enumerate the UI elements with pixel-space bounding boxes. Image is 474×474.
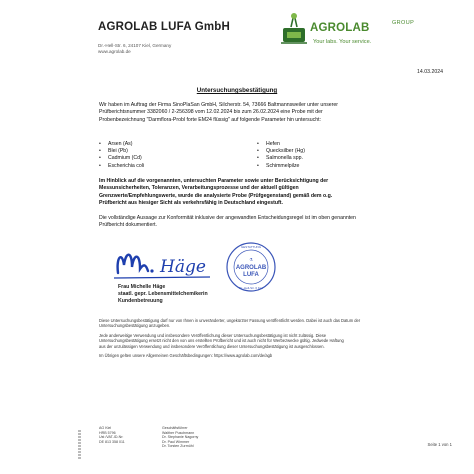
intro-paragraph [99,102,414,124]
signer-name: Frau Michelle Häge [118,284,166,290]
intro-line: Prüfberichtsnummer 3382060 / 2-256398 vom 12.02.2024 bis zum 26.02.2024 eine Probe mit der [99,109,323,116]
company-website: www.agrolab.de [98,49,131,54]
footer-line: DE 813 358 011 [99,439,125,444]
parameter-label: Blei (Pb) [108,148,128,155]
company-name: AGROLAB LUFA GmbH [98,21,231,33]
logo-wordmark: AGROLAB [310,22,370,34]
parameter-label: Quecksilber (Hg) [266,148,305,155]
bullet-icon: • [99,162,101,169]
parameter-list-right [257,141,417,170]
parameter-label: Schimmelpilze [266,162,300,169]
note-line: Die vollständige Aussage zur Konformität inklusive der angewandten Entscheidungsregel ist im oben genannten [99,215,356,221]
parameter-label: Escherichia coli [108,162,145,169]
footer-line: Dr. Paul Wimmer [162,439,190,444]
disclaimer-paragraph-2 [99,333,414,349]
footer-vertical-code [78,430,81,460]
signer-title: staatl. gepr. Lebensmittelchemikerin [118,291,208,297]
disclaimer-line: Untersuchungsbestätigung ersetzt nicht den von uns erstellten Prüfbericht und ist auch nicht für Werbezwecke gültig. Jedwede Haftung [99,338,344,344]
footer-line: Dr. Torsten Zurmühl [162,444,194,449]
svg-text:AGROLAB: AGROLAB [235,265,267,271]
company-address: Dr.-Hell-Str. 6, 24107 Kiel, Germany [98,43,172,48]
footer-registry [99,426,125,444]
conclusion-paragraph [99,178,414,207]
parameter-item [99,141,259,148]
parameter-item [257,141,417,148]
svg-text:Häge: Häge [160,257,206,277]
parameter-label: Hefen [266,141,280,147]
footer-management [162,426,198,449]
bullet-icon: • [257,155,259,162]
svg-text:LUFA: LUFA [243,272,259,278]
svg-text:Dr.-Hell-Str. 6 Kiel: Dr.-Hell-Str. 6 Kiel [239,286,263,290]
disclaimer-paragraph-1 [99,318,414,329]
signer-department: Kundenbetreuung [118,298,163,304]
disclaimer-line: aus der unzulässigen Verwendung und insbesondere Veröffentlichung dieser Untersuchungsbestätigung ist ausgeschlossen. [99,343,325,349]
parameter-item [257,148,417,155]
bullet-icon: • [99,148,101,155]
bullet-icon: • [99,155,101,162]
intro-line: Probenbezeichnung "Darmflora-Probl forte EM24 flüssig" auf folgende Parameter hin untersucht: [99,116,321,123]
page-number: Seite 1 von 1 [427,442,452,447]
footer-line: Geschäftsführer [162,426,188,430]
parameter-list-left [99,141,259,170]
conclusion-line: Grenzwerte/Empfehlungswerte, wurde die analysierte Probe (Prüfgegenstand) gemäß dem o.g. [99,192,333,199]
parameter-item [257,163,417,170]
bullet-icon: • [257,148,259,155]
document-date: 14.03.2024 [417,69,443,75]
parameter-label: Salmonella spp. [266,155,303,162]
parameter-item [99,148,259,155]
note-line: Prüfbericht dokumentiert. [99,222,157,229]
conclusion-line: Im Hinblick auf die vorgenannten, untersuchten Parameter sowie unter Berücksichtigung der [99,178,329,184]
logo-tagline: Your labs. Your service. [313,39,372,45]
document-title: Untersuchungsbestätigung [196,87,278,94]
intro-line: Wir haben im Auftrag der Firma SinoPlaSan GmbH, Silcherstr. 54, 73666 Baltmannsweiler unter unserer [99,102,339,108]
footer-line: AG Kiel [99,426,112,430]
conformity-note [99,215,414,230]
footer-line: Ust /VAT-ID-Nr: [99,435,124,440]
footer-line: Dr. Stephanie Nagorny [162,435,199,440]
parameter-item [99,155,259,162]
parameter-item [257,155,417,162]
svg-text:GESTATTUNG: GESTATTUNG [240,245,262,249]
footer-line: Walther Puschmann [162,430,195,435]
company-stamp-icon [224,240,278,294]
disclaimer-line: Diese Untersuchungsbestätigung darf nur von Ihnen in unveränderter, ungekürzter Fassung veröffentlicht werden. Dabei ist auch das Datum der [99,318,361,323]
handwritten-signature [110,243,220,283]
conclusion-line: Messunsicherheiten, Toleranzen, Verarbeitungsprozesse und der aktuell gültigen [99,185,299,192]
bullet-icon: • [257,141,259,147]
disclaimer-line: Jede anderweitige Verwendung und insbesondere Veröffentlichung dieser Untersuchungsbestätigung ist nicht zulässig. Diese [99,333,327,338]
parameter-label: Cadmium (Cd) [108,155,142,162]
bullet-icon: • [257,162,259,169]
disclaimer-line: Untersuchungsbestätigung anzugeben. [99,323,171,329]
bullet-icon: • [99,141,101,147]
conclusion-line: Prüfbericht aus hiesiger Sicht als verkehrsfähig in Deutschland eingestuft. [99,199,283,206]
svg-text:⚗: ⚗ [249,257,253,262]
parameter-label: Arsen (As) [108,141,133,147]
terms-link-line: Im Übrigen gelten unsere Allgemeinen Geschäftsbedingungen: https://www.agrolab.com/de/agb [99,353,273,358]
parameter-item [99,163,259,170]
logo-group-label: GROUP [392,20,415,26]
footer-line: HRB 5796 [99,430,116,435]
